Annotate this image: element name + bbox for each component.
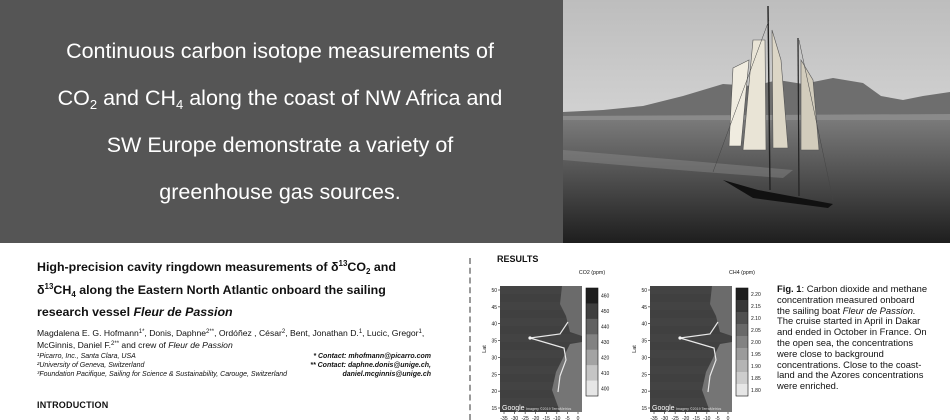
- lat-tick-label: 45: [641, 304, 647, 311]
- text-line: were close to background: [777, 347, 884, 359]
- lat-tick-label: 15: [491, 406, 497, 412]
- y-axis-label: Lat: [482, 345, 488, 353]
- text-line: greenhouse gas sources.: [159, 180, 401, 204]
- lat-tick-label: 30: [491, 355, 497, 362]
- lat-tick-label: 30: [641, 355, 647, 362]
- colorbar-segment: [586, 365, 598, 381]
- colorbar-segment: [586, 288, 598, 304]
- figure-caption: [777, 284, 939, 392]
- colorbar-tick-label: 450: [601, 309, 610, 316]
- lat-tick-label: 15: [641, 406, 647, 412]
- ch4-map-figure: [628, 264, 778, 420]
- colorbar-segment: [736, 360, 748, 372]
- text-line: McGinnis, Daniel F.$^{2**}$ and crew of Fleur de Passion: [37, 340, 233, 350]
- colorbar-tick-label: 1.85: [751, 376, 761, 382]
- colorbar-segment: [736, 324, 748, 336]
- text-line: the sailing boat Fleur de Passion.: [777, 304, 916, 316]
- lat-tick-label: 35: [491, 338, 497, 345]
- colorbar-segment: [736, 312, 748, 324]
- colorbar-segment: [586, 334, 598, 350]
- lon-tick-label: -25: [671, 416, 679, 420]
- text-line: High-precision cavity ringdown measurements of $\delta^{13}CO_2$ and: [37, 259, 396, 276]
- lon-tick-label: -20: [532, 416, 540, 420]
- lon-tick-label: -20: [682, 416, 690, 420]
- azores-marker: [528, 336, 531, 339]
- text-line: research vessel Fleur de Passion: [37, 305, 233, 319]
- text-line: and ended in October in France. On: [777, 326, 927, 338]
- imagery-attribution: Imagery ©2019 TerraMetrics: [526, 407, 572, 411]
- colorbar-segment: [736, 300, 748, 312]
- lon-tick-label: -30: [510, 416, 519, 420]
- colorbar-tick-label: 2.15: [751, 304, 761, 310]
- column-divider: [469, 258, 471, 420]
- colorbar-segment: [736, 288, 748, 300]
- lon-tick-label: 0: [726, 416, 730, 420]
- results-heading: RESULTS: [497, 254, 539, 264]
- lat-tick-label: 50: [641, 288, 647, 294]
- imagery-attribution: Imagery ©2019 TerraMetrics: [676, 407, 722, 411]
- colorbar-segment: [586, 350, 598, 366]
- lon-tick-label: -30: [660, 416, 669, 420]
- contact-3: daniel.mcginnis@unige.ch: [342, 371, 431, 378]
- azores-marker: [678, 336, 681, 339]
- colorbar-tick-label: 410: [601, 370, 610, 377]
- photo-svg: [563, 0, 950, 243]
- colorbar-tick-label: 1.90: [751, 364, 761, 370]
- lon-tick-label: 0: [576, 416, 580, 420]
- lon-tick-label: -10: [553, 416, 561, 420]
- google-logo: Google: [502, 405, 525, 412]
- contact-2: ** Contact: daphne.donis@unige.ch,: [310, 362, 431, 369]
- text-line: SW Europe demonstrate a variety of: [106, 133, 454, 157]
- lon-tick-label: -5: [715, 416, 720, 420]
- poster-title: [0, 28, 560, 216]
- colorbar-segment: [586, 303, 598, 319]
- text-line: concentration measured onboard: [777, 293, 915, 305]
- affiliation-1: ¹Picarro, Inc., Santa Clara, USA: [37, 353, 136, 360]
- lon-tick-label: -5: [565, 416, 570, 420]
- colorbar-segment: [586, 319, 598, 335]
- text-line: were enriched.: [777, 380, 839, 392]
- lat-tick-label: 40: [641, 321, 647, 328]
- lon-tick-label: -10: [703, 416, 711, 420]
- lat-tick-label: 40: [491, 321, 497, 328]
- lon-tick-label: -15: [692, 416, 700, 420]
- lat-tick-label: 45: [491, 304, 497, 311]
- text-line: The cruise started in April in Dakar: [777, 315, 921, 327]
- lon-tick-label: -35: [500, 416, 508, 420]
- affiliation-3: ³Foundation Pacifique, Sailing for Science & Sustainability, Carouge, Switzerland: [37, 371, 288, 378]
- text-line: the open sea, the concentrations: [777, 336, 914, 348]
- colorbar-tick-label: 430: [601, 340, 610, 346]
- lat-tick-label: 35: [641, 338, 647, 345]
- lon-tick-label: -25: [521, 416, 529, 420]
- paper-title: [37, 256, 457, 324]
- introduction-heading: INTRODUCTION: [37, 400, 109, 410]
- lat-tick-label: 20: [641, 389, 647, 396]
- google-logo: Google: [652, 405, 675, 412]
- colorbar-tick-label: 2.10: [751, 316, 761, 322]
- contact-1: * Contact: mhofmann@picarro.com: [313, 353, 431, 360]
- text-line: land and the Azores concentrations: [777, 369, 924, 381]
- text-line: Magdalena E. G. Hofmann$^{1*}$, Donis, Daphne$^{2**}$, Ordóñez , César$^2$, Bent, Jonathan D.$^1$, Lucic, Gregor$^1$,: [37, 328, 425, 338]
- colorbar-segment: [736, 384, 748, 396]
- lon-tick-label: -15: [542, 416, 550, 420]
- y-axis-label: Lat: [632, 345, 638, 353]
- colorbar-tick-label: 400: [601, 386, 610, 393]
- colorbar-tick-label: 2.00: [751, 340, 761, 346]
- colorbar-tick-label: 1.95: [751, 352, 761, 358]
- text-line: Continuous carbon isotope measurements of: [66, 39, 494, 63]
- author-list: [37, 327, 437, 351]
- colorbar-segment: [736, 336, 748, 348]
- colorbar-segment: [736, 372, 748, 384]
- lat-tick-label: 25: [641, 372, 647, 379]
- affiliation-2: ²University of Geneva, Switzerland: [37, 362, 145, 369]
- colorbar-tick-label: 460: [601, 293, 610, 300]
- lon-tick-label: -35: [650, 416, 658, 420]
- lat-tick-label: 50: [491, 288, 497, 294]
- co2-map-figure: [478, 264, 628, 420]
- text-line: $CO_2$ and $CH_4$ along the coast of NW Africa and: [57, 86, 503, 112]
- text-line: Fig. 1: Carbon dioxide and methane: [777, 283, 928, 294]
- colorbar-tick-label: 2.20: [751, 292, 761, 298]
- colorbar-tick-label: 2.05: [751, 328, 761, 334]
- lat-tick-label: 20: [491, 389, 497, 396]
- text-line: $\delta^{13}CH_4$ along the Eastern North Atlantic onboard the sailing: [37, 281, 386, 299]
- colorbar-segment: [586, 381, 598, 397]
- colorbar-segment: [736, 348, 748, 360]
- colorbar-tick-label: 1.80: [751, 388, 761, 394]
- sailing-vessel-photo: [563, 0, 950, 243]
- colorbar-title: CO2 (ppm): [578, 270, 606, 276]
- text-line: concentrations. Close to the coast-: [777, 358, 922, 370]
- colorbar-title: CH4 (ppm): [729, 270, 755, 276]
- colorbar-tick-label: 440: [601, 324, 610, 331]
- colorbar-tick-label: 420: [601, 355, 610, 362]
- lat-tick-label: 25: [491, 372, 497, 379]
